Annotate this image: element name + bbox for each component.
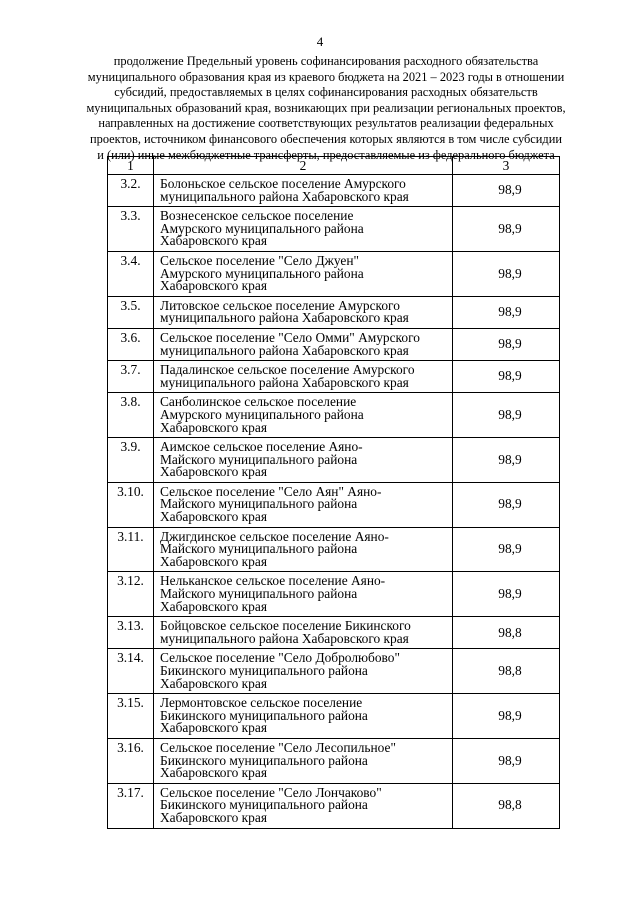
settlement-name [154, 207, 453, 252]
row-number: 3.6. [108, 328, 154, 360]
settlement-name [154, 738, 453, 783]
settlement-name [154, 649, 453, 694]
settlement-name-line: Аимское сельское поселение Аяно- [160, 439, 363, 455]
cofinancing-level: 98,8 [453, 617, 560, 649]
table-row [108, 175, 560, 207]
settlement-name-line: Хабаровского края [160, 675, 267, 691]
column-number-row [108, 157, 560, 175]
settlement-name-line: Сельское поселение "Село Лесопильное" [160, 739, 396, 755]
settlement-name-line: Бикинского муниципального района [160, 663, 368, 678]
settlement-name-line: Хабаровского края [160, 233, 267, 249]
row-number: 3.15. [108, 694, 154, 739]
table-body [108, 157, 560, 829]
table-row [108, 649, 560, 694]
settlement-name-line: муниципального района Хабаровского края [160, 630, 409, 646]
row-number: 3.12. [108, 572, 154, 617]
settlement-name-line: Хабаровского края [160, 765, 267, 781]
settlement-name-line: Санболинское сельское поселение [160, 394, 357, 410]
settlement-name-line: Сельское поселение "Село Лончаково" [160, 784, 382, 800]
table-heading [76, 54, 576, 163]
table-row [108, 251, 560, 296]
settlement-name-line: Литовское сельское поселение Амурского [160, 297, 400, 313]
settlement-name-line: Болоньское сельское поселение Амурского [160, 176, 406, 191]
settlement-name [154, 361, 453, 393]
heading-line: и (или) иные межбюджетные трансферты, предоставляемые из федерального бюджета [97, 147, 555, 162]
table-row [108, 207, 560, 252]
settlement-name-line: Бикинского муниципального района [160, 797, 368, 813]
table-row [108, 738, 560, 783]
settlement-name-line: Бойцовское сельское поселение Бикинского [160, 618, 411, 634]
cofinancing-level: 98,9 [453, 296, 560, 328]
table-row [108, 783, 560, 828]
row-number: 3.7. [108, 361, 154, 393]
settlement-name-line: Хабаровского края [160, 720, 267, 736]
cofinancing-level: 98,9 [453, 393, 560, 438]
table-row [108, 393, 560, 438]
row-number: 3.10. [108, 482, 154, 527]
settlement-name-line: Хабаровского края [160, 809, 267, 825]
settlement-name-line: Хабаровского края [160, 553, 267, 569]
settlement-name-line: Бикинского муниципального района [160, 707, 368, 723]
settlement-name [154, 328, 453, 360]
settlement-name-line: Хабаровского края [160, 278, 267, 294]
cofinancing-level: 98,9 [453, 251, 560, 296]
heading-line: проектов, источником финансового обеспечения которых являются в том числе субсидии [90, 131, 562, 146]
cofinancing-level: 98,9 [453, 738, 560, 783]
cofinancing-level: 98,9 [453, 527, 560, 572]
heading-line: продолжение Предельный уровень софинансирования расходного обязательства [113, 54, 539, 68]
settlement-name-line: Джигдинское сельское поселение Аяно- [160, 528, 389, 544]
settlement-name-line: Майского муниципального района [160, 451, 358, 467]
settlement-name-line: Амурского муниципального района [160, 265, 364, 281]
table-row [108, 527, 560, 572]
cofinancing-level: 98,9 [453, 694, 560, 739]
table-row [108, 328, 560, 360]
settlement-name [154, 572, 453, 617]
settlement-name-line: муниципального района Хабаровского края [160, 188, 409, 204]
settlement-name [154, 527, 453, 572]
cofinancing-level: 98,8 [453, 649, 560, 694]
column-number: 2 [154, 157, 453, 175]
settlement-name [154, 438, 453, 483]
settlement-name-line: Бикинского муниципального района [160, 752, 368, 768]
cofinancing-level: 98,9 [453, 175, 560, 207]
table-row [108, 438, 560, 483]
settlement-name-line: Майского муниципального района [160, 496, 358, 512]
settlement-name-line: Хабаровского края [160, 419, 267, 435]
settlement-name-line: Сельское поселение "Село Добролюбово" [160, 650, 400, 666]
heading-line: муниципального образования края из краевого бюджета на 2021 – 2023 годы в отношении [87, 69, 565, 84]
page-number: 4 [316, 34, 324, 49]
settlement-name [154, 694, 453, 739]
settlement-name-line: Амурского муниципального района [160, 406, 364, 422]
row-number: 3.4. [108, 251, 154, 296]
cofinancing-level: 98,9 [453, 572, 560, 617]
row-number: 3.5. [108, 296, 154, 328]
settlement-name [154, 296, 453, 328]
row-number: 3.17. [108, 783, 154, 828]
settlement-name-line: Сельское поселение "Село Джуен" [160, 252, 359, 268]
settlement-name [154, 482, 453, 527]
table-row [108, 572, 560, 617]
table-row [108, 296, 560, 328]
table-row [108, 694, 560, 739]
table-row [108, 482, 560, 527]
settlement-name-line: Сельское поселение "Село Омми" Амурского [160, 329, 420, 345]
row-number: 3.2. [108, 175, 154, 207]
settlement-name-line: Хабаровского края [160, 598, 267, 614]
column-number: 3 [453, 157, 560, 175]
table-row [108, 617, 560, 649]
heading-line: муниципальных образований края, возникающих при реализации региональных проектов, [86, 100, 566, 115]
subsidy-table [107, 156, 560, 829]
row-number: 3.3. [108, 207, 154, 252]
settlement-name-line: Сельское поселение "Село Аян" Аяно- [160, 483, 382, 499]
cofinancing-level: 98,9 [453, 438, 560, 483]
row-number: 3.14. [108, 649, 154, 694]
cofinancing-level: 98,9 [453, 207, 560, 252]
row-number: 3.16. [108, 738, 154, 783]
settlement-name-line: Падалинское сельское поселение Амурского [160, 362, 415, 378]
settlement-name-line: Хабаровского края [160, 464, 267, 480]
settlement-name-line: Хабаровского края [160, 509, 267, 525]
settlement-name-line: муниципального района Хабаровского края [160, 374, 409, 390]
settlement-name-line: Лермонтовское сельское поселение [160, 695, 363, 711]
settlement-name-line: Майского муниципального района [160, 541, 358, 557]
settlement-name-line: Нельканское сельское поселение Аяно- [160, 573, 386, 589]
cofinancing-level: 98,9 [453, 361, 560, 393]
settlement-name [154, 617, 453, 649]
settlement-name-line: Амурского муниципального района [160, 220, 364, 236]
settlement-name-line: Вознесенское сельское поселение [160, 208, 354, 224]
settlement-name [154, 783, 453, 828]
row-number: 3.11. [108, 527, 154, 572]
settlement-name-line: муниципального района Хабаровского края [160, 310, 409, 326]
row-number: 3.9. [108, 438, 154, 483]
settlement-name [154, 175, 453, 207]
cofinancing-level: 98,9 [453, 482, 560, 527]
settlement-name-line: муниципального района Хабаровского края [160, 342, 409, 358]
settlement-name [154, 251, 453, 296]
settlement-name-line: Майского муниципального района [160, 586, 358, 602]
settlement-name [154, 393, 453, 438]
row-number: 3.8. [108, 393, 154, 438]
cofinancing-level: 98,8 [453, 783, 560, 828]
heading-line: направленных на достижение соответствующих результатов реализации федеральных [98, 116, 554, 131]
heading-line: субсидий, предоставляемых в целях софинансирования расходных обязательств [114, 85, 538, 100]
cofinancing-level: 98,9 [453, 328, 560, 360]
table-row [108, 361, 560, 393]
row-number: 3.13. [108, 617, 154, 649]
column-number: 1 [108, 157, 154, 175]
